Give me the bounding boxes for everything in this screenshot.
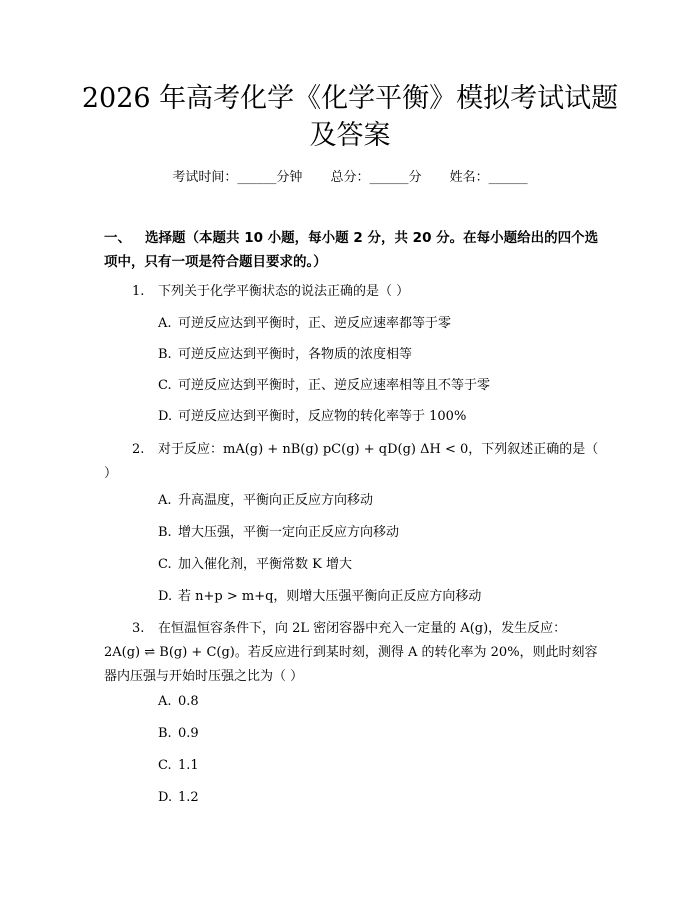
option-text: 可逆反应达到平衡时，反应物的转化率等于 100% (178, 409, 467, 424)
total-score-label: 总分： (330, 170, 370, 185)
option-letter: D. (158, 790, 173, 805)
option-letter: B. (158, 347, 172, 362)
option-text: 1.2 (178, 790, 199, 805)
option-letter: B. (158, 726, 172, 741)
document-title-line-1: 2026 年高考化学《化学平衡》模拟考试试题 (81, 83, 619, 114)
question-2-stem (104, 438, 602, 486)
question-3-option-d (158, 788, 598, 808)
option-letter: A. (158, 694, 172, 709)
option-letter: D. (158, 589, 173, 604)
question-2-option-d (158, 587, 598, 607)
student-name-blank: ______ (488, 170, 528, 185)
option-letter: A. (158, 316, 172, 331)
option-text: 可逆反应达到平衡时，正、逆反应速率都等于零 (178, 316, 452, 331)
question-1-option-d (158, 407, 598, 427)
section-number: 一、 (104, 230, 131, 246)
total-score-blank: ______ (369, 170, 409, 185)
option-text: 可逆反应达到平衡时，各物质的浓度相等 (178, 347, 413, 362)
option-letter: B. (158, 525, 172, 540)
option-text: 可逆反应达到平衡时，正、逆反应速率相等且不等于零 (178, 378, 491, 393)
exam-time-unit: 分钟 (276, 170, 303, 185)
question-number: 3. (132, 621, 145, 636)
option-letter: D. (158, 409, 173, 424)
question-text: 下列关于化学平衡状态的说法正确的是（ ） (158, 284, 410, 299)
question-text: 对于反应：mA(g) + nB(g) pC(g) + qD(g) ΔH < 0，下列叙述正确的是（ ） (104, 442, 599, 481)
question-2-option-c (158, 555, 598, 575)
question-text: 在恒温恒容条件下，向 2L 密闭容器中充入一定量的 A(g)，发生反应：2A(g) ⇌ B(g) + C(g)。若反应进行到某时刻，测得 A 的转化率为 20%，则此时刻容器内压强与开始时压强之比为（ ） (104, 621, 598, 684)
exam-info-line (0, 168, 700, 188)
total-score-unit: 分 (408, 170, 422, 185)
question-3-stem (104, 617, 602, 689)
option-text: 增大压强，平衡一定向正反应方向移动 (178, 525, 400, 540)
exam-time-blank: ______ (237, 170, 277, 185)
exam-time-field (172, 168, 302, 188)
student-name-field (450, 168, 528, 188)
question-1-option-a (158, 314, 598, 334)
option-text: 加入催化剂，平衡常数 K 增大 (178, 557, 352, 572)
section-heading (104, 226, 604, 274)
question-1-option-c (158, 376, 598, 396)
exam-time-label: 考试时间： (172, 170, 238, 185)
question-2-option-b (158, 523, 598, 543)
section-text: 选择题（本题共 10 小题，每小题 2 分，共 20 分。在每小题给出的四个选项中，只有一项是符合题目要求的。） (104, 230, 599, 270)
option-letter: A. (158, 493, 172, 508)
student-name-label: 姓名： (449, 170, 489, 185)
option-text: 0.9 (178, 726, 199, 741)
option-text: 0.8 (178, 694, 199, 709)
question-number: 2. (132, 442, 145, 457)
question-3-option-a (158, 692, 598, 712)
option-letter: C. (158, 758, 172, 773)
question-3-option-b (158, 724, 598, 744)
option-text: 若 n+p > m+q，则增大压强平衡向正反应方向移动 (178, 589, 482, 604)
option-letter: C. (158, 378, 172, 393)
option-letter: C. (158, 557, 172, 572)
question-2-option-a (158, 491, 598, 511)
question-1-stem (104, 280, 602, 304)
option-text: 升高温度，平衡向正反应方向移动 (178, 493, 374, 508)
question-number: 1. (132, 284, 145, 299)
total-score-field (330, 168, 421, 188)
question-1-option-b (158, 345, 598, 365)
document-title-line-2: 及答案 (309, 120, 391, 151)
option-text: 1.1 (178, 758, 199, 773)
question-3-option-c (158, 756, 598, 776)
